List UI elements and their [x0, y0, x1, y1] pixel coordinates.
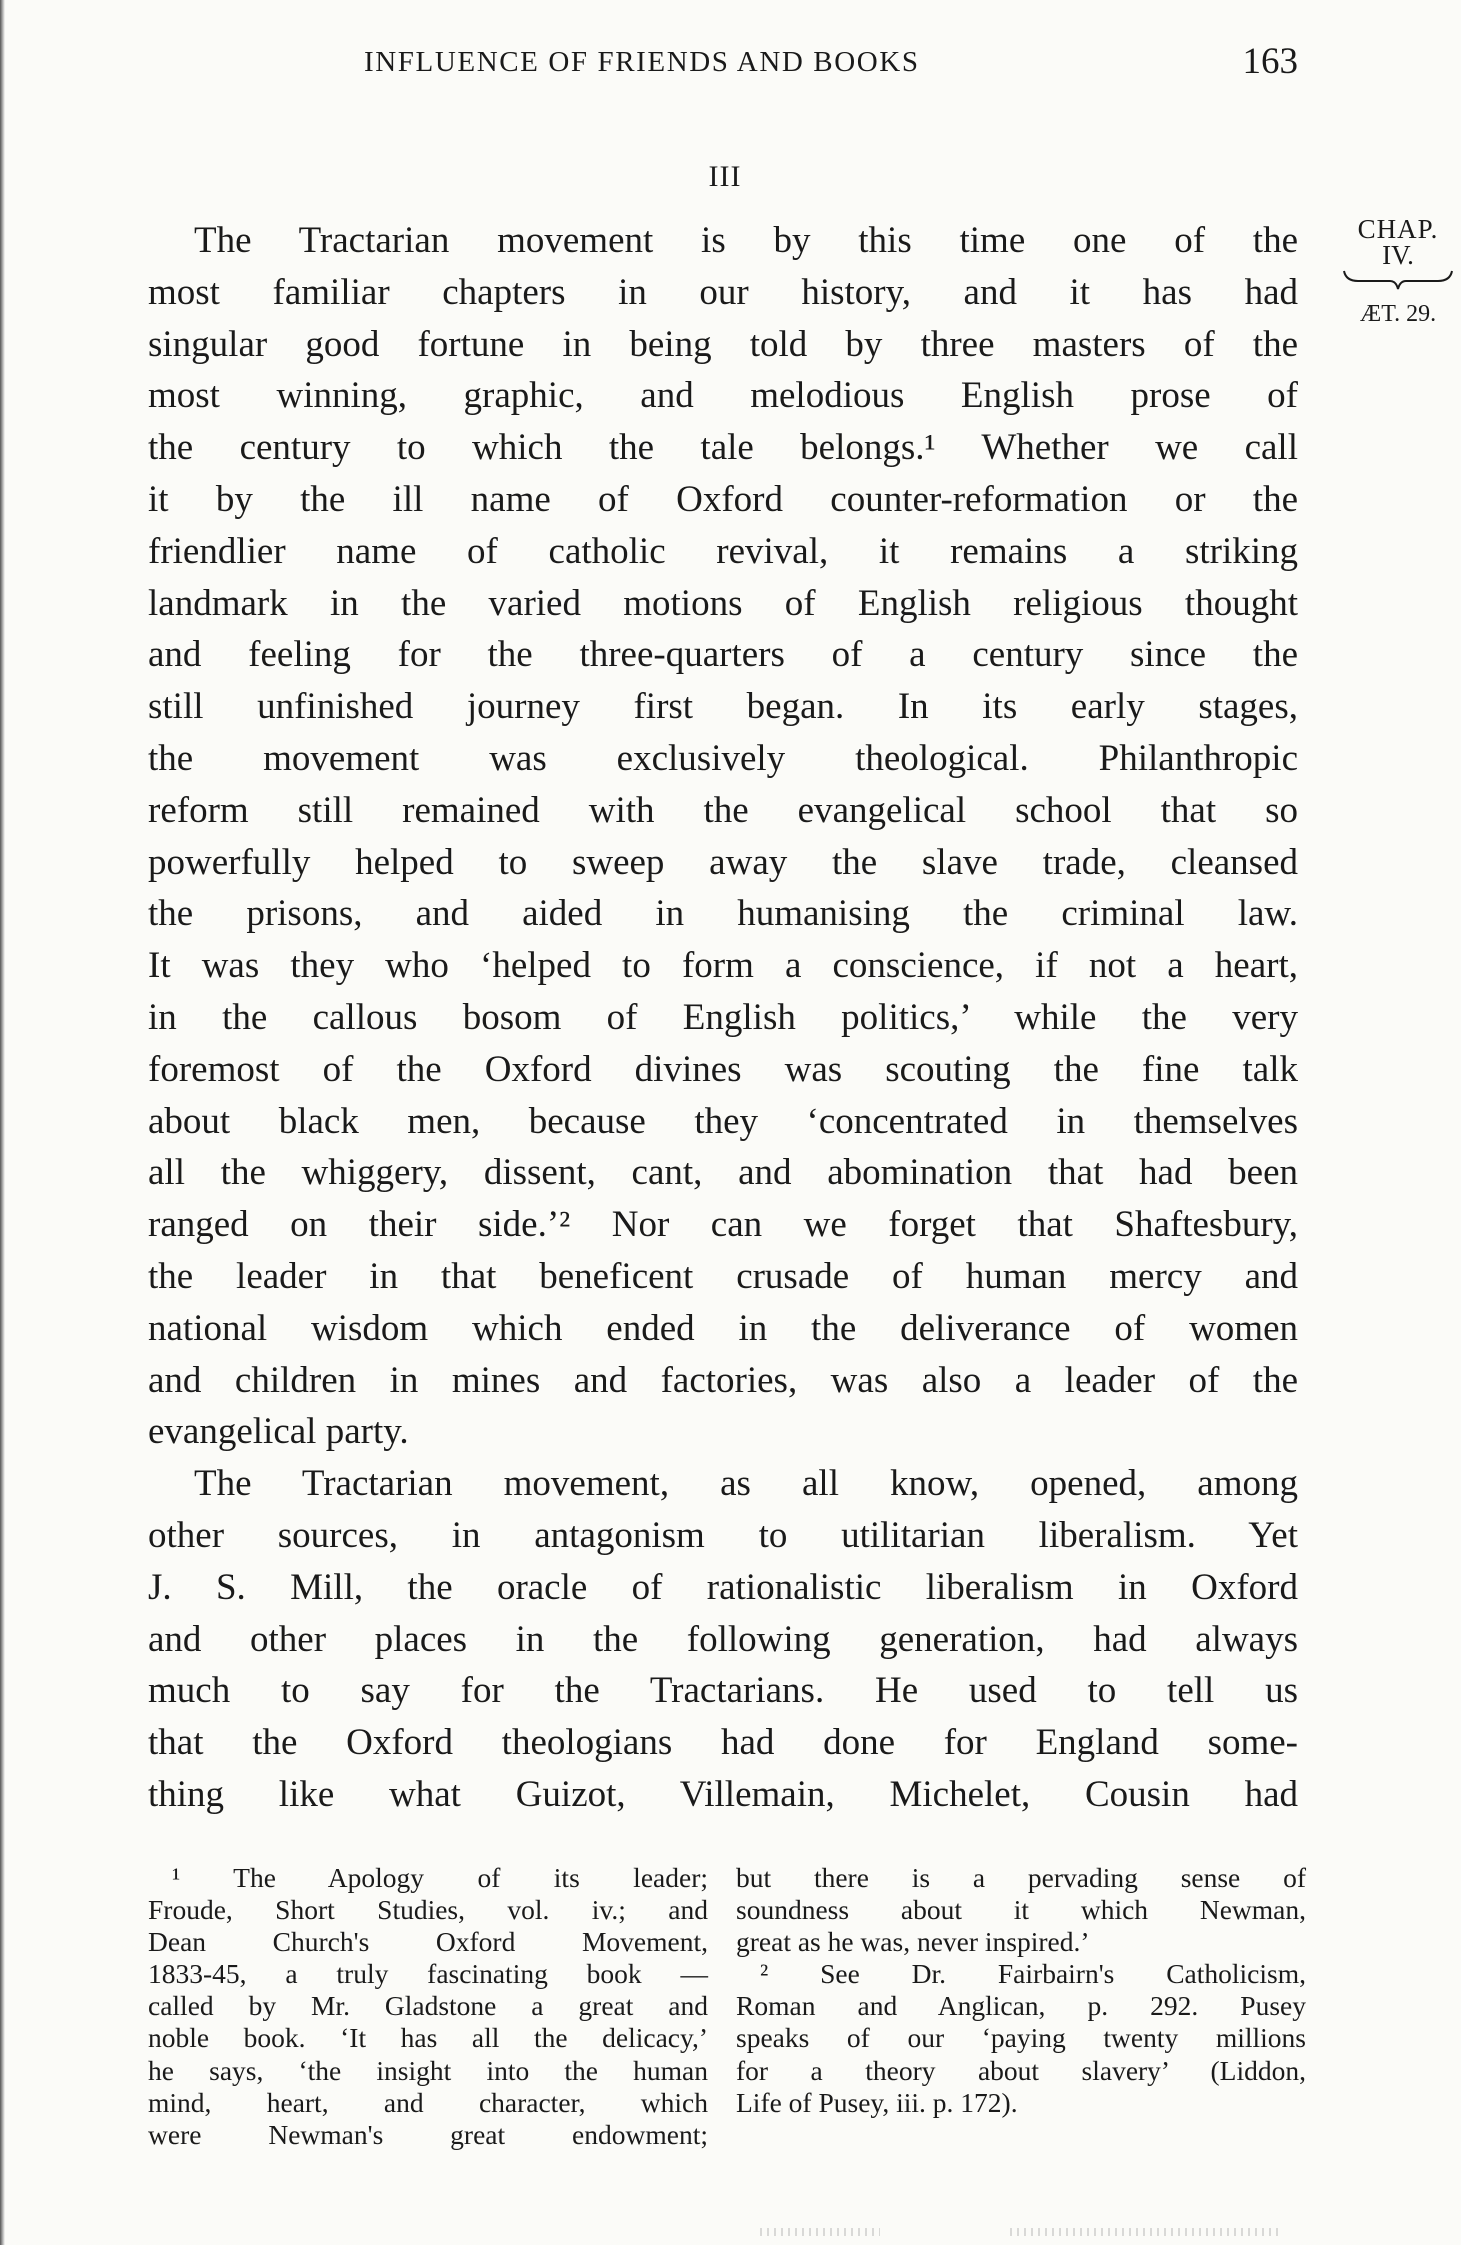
brace-icon	[1342, 269, 1454, 291]
footnotes	[148, 1862, 1306, 2150]
text-line: ranged on their side.’² Nor can we forget that Shaftesbury,	[148, 1204, 1298, 1246]
text-line: and feeling for the three-quarters of a century since the	[148, 634, 1298, 676]
text-line: still unfinished journey first began. In its early stages,	[148, 686, 1298, 728]
footnote-line: noble book. ‘It has all the delicacy,’	[148, 2022, 708, 2054]
text-line: singular good fortune in being told by three masters of the	[148, 323, 1298, 365]
footnote-line: mind, heart, and character, which	[148, 2086, 708, 2118]
text-line: other sources, in antagonism to utilitarian liberalism. Yet	[148, 1514, 1298, 1556]
text-line: that the Oxford theologians had done for England some-	[148, 1722, 1298, 1764]
footnote-line: Froude, Short Studies, vol. iv.; and	[148, 1894, 708, 1926]
text-line: and other places in the following generation, had always	[148, 1618, 1298, 1660]
body-text	[148, 215, 1298, 1821]
footnote-line: great as he was, never inspired.’	[736, 1926, 1090, 1958]
scan-noise	[1010, 2228, 1280, 2236]
text-line: The Tractarian movement, as all know, opened, among	[194, 1463, 1298, 1505]
text-line: reform still remained with the evangelical school that so	[148, 789, 1298, 831]
text-line: friendlier name of catholic revival, it remains a striking	[148, 530, 1298, 572]
footnote-line: soundness about it which Newman,	[736, 1894, 1306, 1926]
text-line: it by the ill name of Oxford counter-reformation or the	[148, 478, 1298, 520]
footnote-column-left	[148, 1862, 708, 2151]
text-line: foremost of the Oxford divines was scouting the fine talk	[148, 1048, 1298, 1090]
text-line: the movement was exclusively theological. Philanthropic	[148, 737, 1298, 779]
text-line: about black men, because they ‘concentrated in themselves	[148, 1100, 1298, 1142]
page-edge-shadow	[0, 0, 5, 2245]
footnote-line: he says, ‘the insight into the human	[148, 2054, 708, 2086]
footnote-column-right	[736, 1862, 1306, 2119]
footnote-line: Roman and Anglican, p. 292. Pusey	[736, 1990, 1306, 2022]
text-line: The Tractarian movement is by this time one of the	[194, 220, 1298, 261]
text-line: the leader in that beneficent crusade of human mercy and	[148, 1255, 1298, 1297]
footnote-line: for a theory about slavery’ (Liddon,	[736, 2054, 1306, 2086]
footnote-line: were Newman's great endowment;	[148, 2118, 708, 2150]
footnote-line: 1833-45, a truly fascinating book —	[148, 1958, 708, 1990]
scan-noise	[760, 2228, 880, 2236]
margin-note-chapter: CHAP.	[1357, 214, 1439, 244]
text-line: most familiar chapters in our history, and it has had	[148, 271, 1298, 313]
footnote-line: called by Mr. Gladstone a great and	[148, 1990, 708, 2022]
text-line: J. S. Mill, the oracle of rationalistic liberalism in Oxford	[148, 1566, 1298, 1608]
text-line: It was they who ‘helped to form a conscience, if not a heart,	[148, 945, 1298, 987]
text-line: in the callous bosom of English politics,’ while the very	[148, 996, 1298, 1038]
running-head: INFLUENCE OF FRIENDS AND BOOKS	[364, 46, 920, 78]
footnote-line: but there is a pervading sense of	[736, 1862, 1306, 1893]
page-header	[148, 40, 1298, 92]
margin-note	[1338, 215, 1458, 329]
margin-note-age: ÆT. 29.	[1359, 301, 1437, 327]
text-line: and children in mines and factories, was also a leader of the	[148, 1359, 1298, 1401]
footnote-line: ² See Dr. Fairbairn's Catholicism,	[760, 1958, 1306, 1990]
footnote-line: Dean Church's Oxford Movement,	[148, 1926, 708, 1958]
text-line: the century to which the tale belongs.¹ Whether we call	[148, 427, 1298, 469]
text-line: landmark in the varied motions of English religious thought	[148, 582, 1298, 624]
footnote-line: ¹ The Apology of its leader;	[172, 1862, 708, 1893]
text-line: the prisons, and aided in humanising the criminal law.	[148, 893, 1298, 935]
text-line: evangelical party.	[148, 1411, 409, 1453]
section-number: III	[708, 160, 742, 193]
text-line: powerfully helped to sweep away the slave trade, cleansed	[148, 841, 1298, 883]
footnote-line: Life of Pusey, iii. p. 172).	[736, 2086, 1018, 2118]
text-line: most winning, graphic, and melodious English prose of	[148, 375, 1298, 417]
margin-note-chapter-number: IV.	[1382, 240, 1414, 270]
text-line: much to say for the Tractarians. He used to tell us	[148, 1670, 1298, 1712]
page-number: 163	[1242, 41, 1298, 82]
text-line: national wisdom which ended in the deliverance of women	[148, 1307, 1298, 1349]
footnote-line: speaks of our ‘paying twenty millions	[736, 2022, 1306, 2054]
text-line: all the whiggery, dissent, cant, and abomination that had been	[148, 1152, 1298, 1194]
text-line: thing like what Guizot, Villemain, Michelet, Cousin had	[148, 1773, 1298, 1815]
